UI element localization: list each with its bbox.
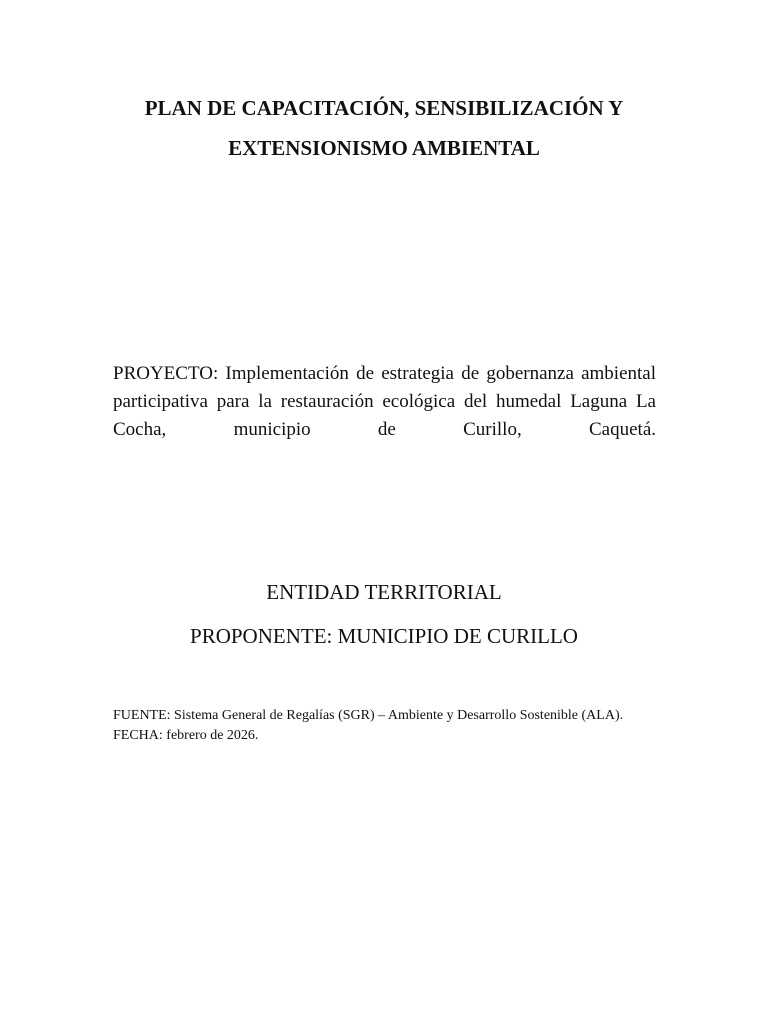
date-line: FECHA: febrero de 2026.	[113, 728, 259, 743]
source-line: FUENTE: Sistema General de Regalías (SGR) – Ambiente y Desarrollo Sostenible (ALA).	[113, 708, 624, 723]
document-title-line-2: EXTENSIONISMO AMBIENTAL	[228, 136, 540, 160]
entity-block	[100, 570, 668, 658]
entity-heading: ENTIDAD TERRITORIAL	[266, 580, 502, 604]
project-description: PROYECTO: Implementación de estrategia de gobernanza ambiental participativa para la restauración ecológica del humedal Laguna La Cocha, municipio de Curillo, Caquetá.	[113, 363, 656, 440]
source-block	[113, 706, 673, 746]
proponent-line: PROPONENTE: MUNICIPIO DE CURILLO	[190, 624, 578, 648]
document-title	[100, 88, 668, 168]
document-title-line-1: PLAN DE CAPACITACIÓN, SENSIBILIZACIÓN Y	[144, 96, 624, 120]
